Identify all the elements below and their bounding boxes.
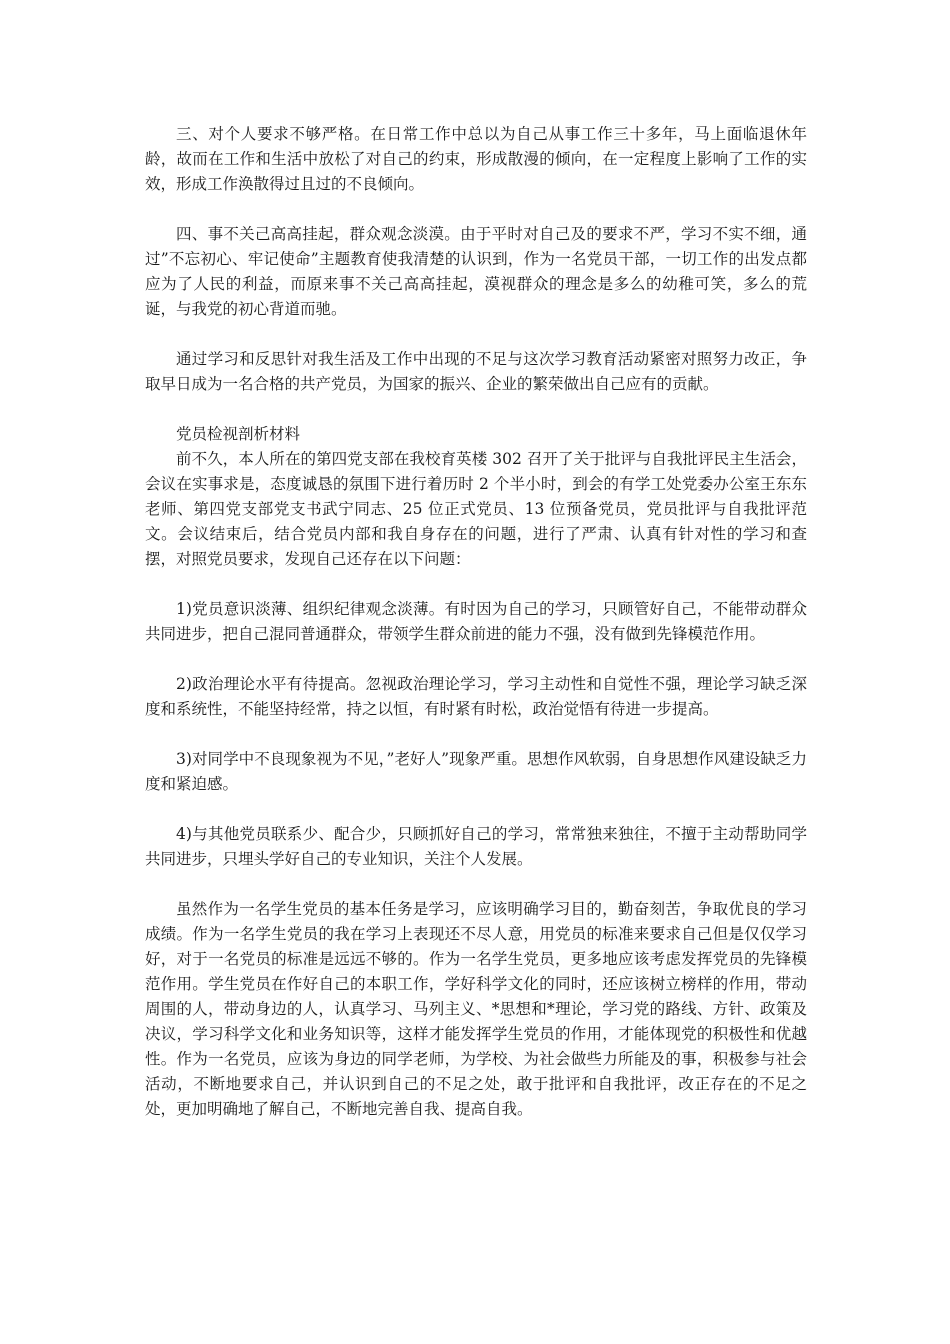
paragraph-individual-standards: 三、对个人要求不够严格。在日常工作中总以为自己从事工作三十多年，马上面临退休年龄，故而在工作和生活中放松了对自己的约束，形成散漫的倾向，在一定程度上影响了工作的实效，形成工作涣散得过且过的不良倾向。 [145,125,807,193]
issue-item-4: 4)与其他党员联系少、配合少，只顾抓好自己的学习，常常独来独往，不擅于主动帮助同学共同进步，只埋头学好自己的专业知识，关注个人发展。 [145,825,807,868]
issue-item-1: 1)党员意识淡薄、组织纪律观念淡薄。有时因为自己的学习，只顾管好自己，不能带动群众共同进步，把自己混同普通群众，带领学生群众前进的能力不强，没有做到先锋模范作用。 [145,600,807,643]
paragraph-reflection-summary: 通过学习和反思针对我生活及工作中出现的不足与这次学习教育活动紧密对照努力改正，争取早日成为一名合格的共产党员，为国家的振兴、企业的繁荣做出自己应有的贡献。 [145,350,807,393]
paragraph-intro: 前不久，本人所在的第四党支部在我校育英楼 302 召开了关于批评与自我批评民主生活会，会议在实事求是，态度诚恳的氛围下进行着历时 2 个半小时，到会的有学工处党委办公室王东东老师、第四党支部党支书武宁同志、25 位正式党员、13 位预备党员，党员批评与自我批评范文。会议结束后，结合党员内部和我自身存在的问题，进行了严肃、认真有针对性的学习和查摆，对照党员要求，发现自己还存在以下问题： [145,450,807,568]
issue-item-2: 2)政治理论水平有待提高。忽视政治理论学习，学习主动性和自觉性不强，理论学习缺乏深度和系统性，不能坚持经常，持之以恒，有时紧有时松，政治觉悟有待进一步提高。 [145,675,807,718]
section-title: 党员检视剖析材料 [176,425,301,443]
document-page [145,122,807,1122]
paragraph-mass-concept: 四、事不关己高高挂起，群众观念淡漠。由于平时对自己及的要求不严，学习不实不细，通过”不忘初心、牢记使命”主题教育使我清楚的认识到，作为一名党员干部，一切工作的出发点都应为了人民的利益，而原来事不关己高高挂起，漠视群众的理念是多么的幼稚可笑，多么的荒诞，与我党的初心背道而驰。 [145,225,807,318]
paragraph-closing: 虽然作为一名学生党员的基本任务是学习，应该明确学习目的，勤奋刻苦，争取优良的学习成绩。作为一名学生党员的我在学习上表现还不尽人意，用党员的标准来要求自己但是仅仅学习好，对于一名党员的标准是远远不够的。作为一名学生党员，更多地应该考虑发挥党员的先锋模范作用。学生党员在作好自己的本职工作，学好科学文化的同时，还应该树立榜样的作用，带动周围的人，带动身边的人，认真学习、马列主义、*思想和*理论，学习党的路线、方针、政策及决议，学习科学文化和业务知识等，这样才能发挥学生党员的作用，才能体现党的积极性和优越性。作为一名党员，应该为身边的同学老师，为学校、为社会做些力所能及的事，积极参与社会活动，不断地要求自己，并认识到自己的不足之处，敢于批评和自我批评，改正存在的不足之处，更加明确地了解自己，不断地完善自我、提高自我。 [145,900,807,1118]
issue-item-3: 3)对同学中不良现象视为不见，”老好人”现象严重。思想作风软弱，自身思想作风建设缺乏力度和紧迫感。 [145,750,807,793]
